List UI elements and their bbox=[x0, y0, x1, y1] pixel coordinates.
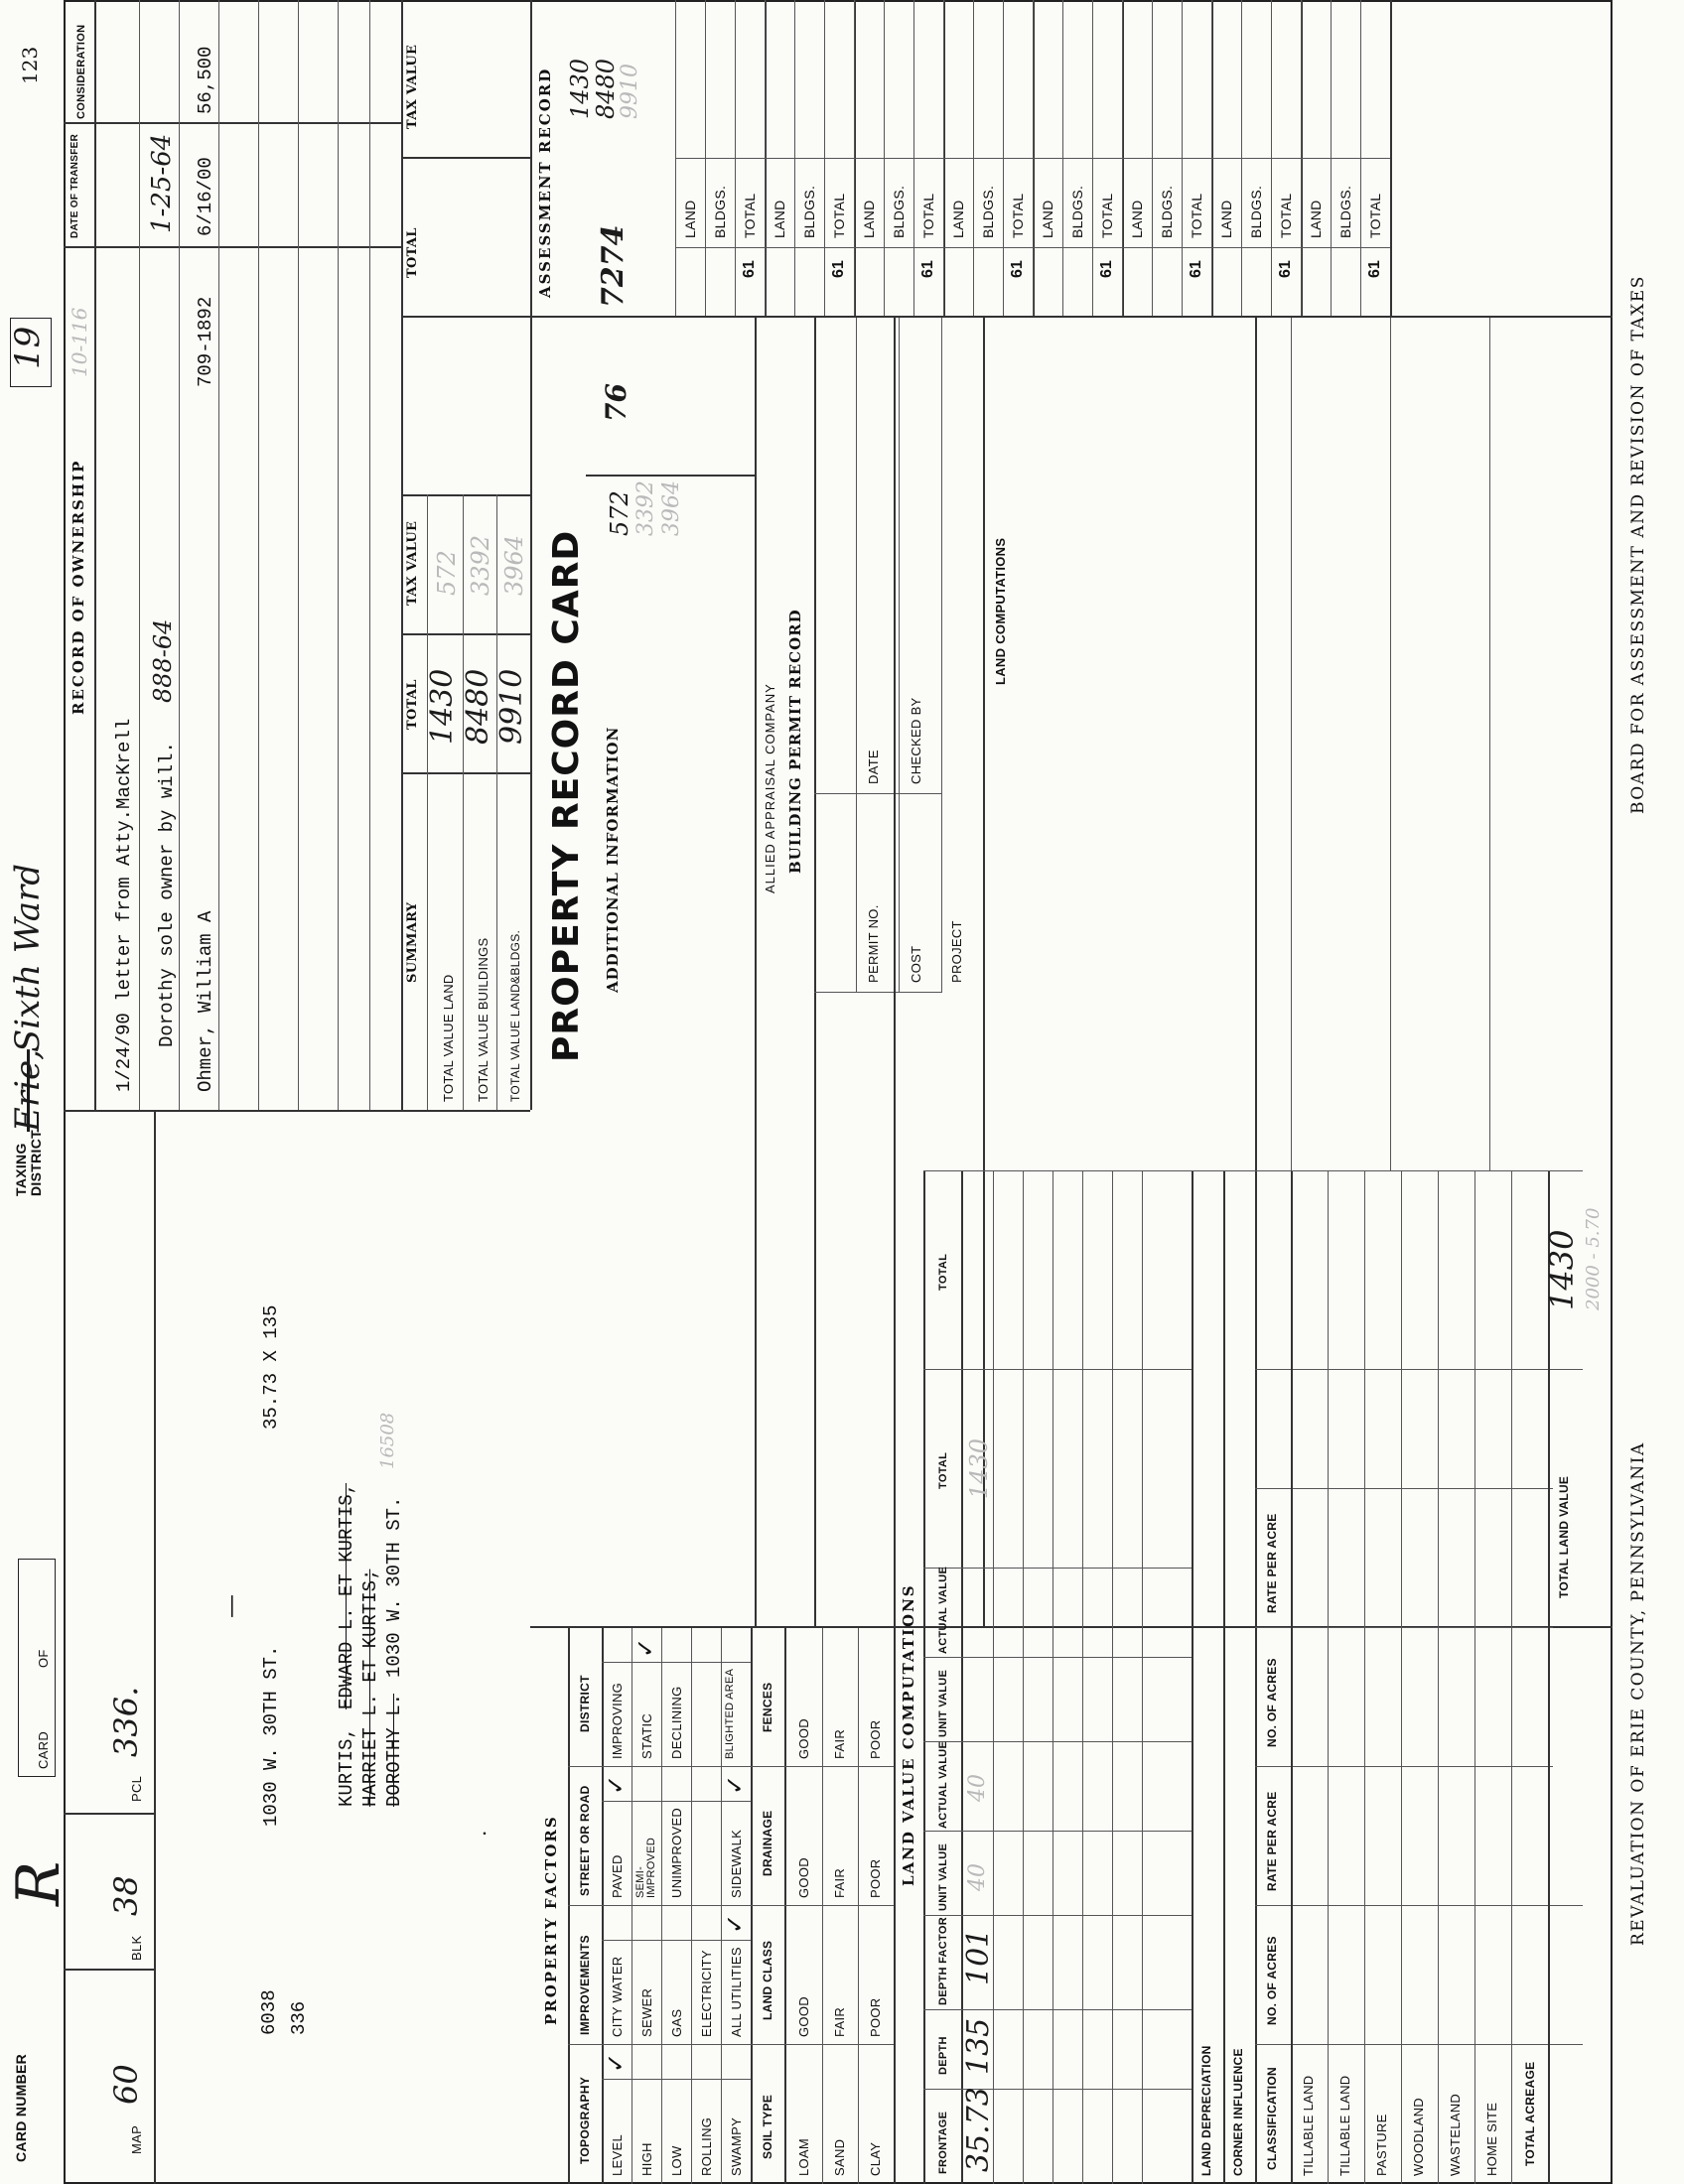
cost-label: COST bbox=[909, 945, 923, 983]
summary-title: SUMMARY bbox=[405, 901, 420, 983]
blk-sep bbox=[64, 1814, 155, 1816]
factors-row2-line bbox=[822, 1628, 823, 2184]
assessment-year: 61 bbox=[741, 260, 758, 278]
factors-row2-line bbox=[858, 1628, 859, 2184]
class-wasteland: WASTELAND bbox=[1448, 2093, 1463, 2176]
permit-row-line bbox=[941, 318, 942, 993]
ownership-title: RECORD OF OWNERSHIP bbox=[70, 459, 87, 715]
fences-good: GOOD bbox=[796, 1718, 811, 1759]
header-improvements: IMPROVEMENTS bbox=[578, 1935, 592, 2035]
header-street: STREET OR ROAD bbox=[578, 1785, 592, 1896]
ownership-entry-3-consideration: 56,500 bbox=[195, 46, 216, 114]
lv-title-line bbox=[923, 1171, 925, 2184]
acre-bottom-line bbox=[1548, 1171, 1550, 2184]
assessment-label-land: LAND bbox=[1040, 200, 1055, 238]
acre-row-line bbox=[1438, 1171, 1439, 2184]
assessment-label-bldgs: BLDGS. bbox=[712, 185, 728, 238]
header-fences: FENCES bbox=[761, 1682, 774, 1732]
ownership-entry-1: 1/24/90 letter from Atty.MacKrell bbox=[113, 718, 135, 1092]
lv-row-line bbox=[1142, 1171, 1143, 2184]
allied-label: ALLIED APPRAISAL COMPANY bbox=[763, 683, 777, 893]
own-row-line bbox=[369, 0, 370, 1110]
own-row-line bbox=[218, 0, 219, 1110]
own-row-line bbox=[338, 0, 339, 1110]
landclass-good: GOOD bbox=[796, 1996, 811, 2037]
map-sep bbox=[64, 1970, 155, 1972]
pcl-label: PCL bbox=[129, 1775, 144, 1802]
factors-row-line bbox=[691, 1628, 692, 2184]
acre-h-no-acres-2: NO. OF ACRES bbox=[1265, 1658, 1279, 1747]
owner-line-3-crossed: DOROTHY L. bbox=[383, 1693, 405, 1807]
acre-row-line bbox=[1511, 1171, 1512, 2184]
summary-total-col bbox=[401, 773, 530, 775]
permit-row-line bbox=[899, 318, 900, 993]
summary-row-bldg-tax: 3392 bbox=[467, 534, 494, 596]
map-row-bottom bbox=[154, 1112, 156, 2184]
assessment-label-land: LAND bbox=[950, 200, 966, 238]
parcel-id-2: 336 bbox=[288, 2000, 310, 2035]
assessment-year: 61 bbox=[1188, 260, 1204, 278]
topo-level: LEVEL bbox=[610, 2134, 625, 2176]
assessment-left-edge bbox=[530, 316, 1613, 318]
summary-row-land-total: 1430 bbox=[425, 668, 460, 745]
lv-col bbox=[923, 2009, 1192, 2010]
soil-clay: CLAY bbox=[868, 2141, 883, 2176]
of-label: OF bbox=[36, 1649, 51, 1668]
summary-right-total-col bbox=[401, 317, 530, 319]
acre-row-line bbox=[1364, 1171, 1365, 2184]
summary-row-all-tax: 3964 bbox=[500, 534, 528, 596]
topo-low: LOW bbox=[669, 2145, 684, 2176]
assessment-label-bldgs: BLDGS. bbox=[801, 185, 817, 238]
addl-value-1: 572 bbox=[606, 490, 633, 536]
assessment-year: 61 bbox=[1277, 260, 1294, 278]
assessment-label-total: TOTAL bbox=[831, 193, 847, 238]
assessment-year: 61 bbox=[1009, 260, 1026, 278]
assessment-label-land: LAND bbox=[1308, 200, 1324, 238]
summary-row-land-tax: 572 bbox=[433, 550, 461, 596]
lc-row-line bbox=[1489, 318, 1490, 1171]
total-land-value-hand: 1430 bbox=[1543, 1229, 1581, 1310]
assessment-label-bldgs: BLDGS. bbox=[980, 185, 996, 238]
assessment-year: 61 bbox=[830, 260, 847, 278]
owner-line-1-prefix: KURTIS, bbox=[336, 1727, 357, 1807]
lv-row-line bbox=[1112, 1171, 1113, 2184]
lv-col bbox=[923, 1657, 1192, 1658]
summary-right-tax-col bbox=[401, 158, 530, 160]
impr-all-utilities: ALL UTILITIES bbox=[729, 1947, 744, 2037]
owner-line-1-crossed: EDWARD L. ET KURTIS, bbox=[336, 1482, 357, 1709]
factors-col bbox=[568, 1766, 894, 1767]
own-row-line bbox=[179, 0, 180, 1110]
owner-line-2: HARRIET L. ET KURTIS; bbox=[359, 1569, 381, 1807]
blk-value: 38 bbox=[107, 1875, 145, 1916]
summary-end-col bbox=[401, 495, 530, 497]
ownership-entry-2-date: 1-25-64 bbox=[147, 133, 177, 233]
assessment-label-land: LAND bbox=[1218, 200, 1234, 238]
lv-h-unit-value: UNIT VALUE bbox=[937, 1843, 949, 1911]
allied-line bbox=[755, 318, 757, 1626]
addl-value-2: 3392 bbox=[633, 480, 658, 536]
lv-frontage-value: 35.73 bbox=[961, 2087, 996, 2172]
acre-col bbox=[1255, 1170, 1583, 1171]
ownership-entry-2-extra: 888-64 bbox=[149, 618, 177, 703]
assessment-label-total: TOTAL bbox=[1010, 193, 1026, 238]
assessment-label-bldgs: BLDGS. bbox=[1069, 185, 1085, 238]
map-value: 60 bbox=[107, 2064, 145, 2105]
summary-row-land-label: TOTAL VALUE LAND bbox=[441, 974, 456, 1102]
class-tillable-1: TILLABLE LAND bbox=[1301, 2075, 1316, 2176]
district-crossed: Erie, bbox=[8, 1049, 48, 1132]
class-woodland: WOODLAND bbox=[1411, 2098, 1426, 2176]
assessment-hand-2: 8480 bbox=[592, 58, 620, 119]
assessment-label-total: TOTAL bbox=[1278, 193, 1294, 238]
lv-unit-value: 40 bbox=[965, 1863, 990, 1891]
drainage-poor: POOR bbox=[868, 1858, 883, 1898]
assessment-label-bldgs: BLDGS. bbox=[891, 185, 907, 238]
summary-top-line bbox=[401, 0, 403, 1110]
landclass-fair: FAIR bbox=[832, 2006, 847, 2037]
summary-bottom-line bbox=[530, 0, 532, 1110]
lv-h-depth: DEPTH bbox=[937, 2036, 949, 2075]
street-paved: PAVED bbox=[610, 1854, 625, 1898]
acre-row-line bbox=[1474, 1171, 1475, 2184]
header-district: DISTRICT bbox=[578, 1675, 592, 1732]
acre-col bbox=[1255, 1766, 1553, 1767]
summary-total-label: TOTAL bbox=[405, 679, 420, 730]
factors-check-col bbox=[602, 1662, 751, 1663]
landclass-poor: POOR bbox=[868, 1997, 883, 2037]
assessment-label-bldgs: BLDGS. bbox=[1337, 185, 1353, 238]
assessment-overwrite: 7274 bbox=[596, 224, 631, 308]
factors-check-col bbox=[602, 1801, 751, 1802]
lv-depth-factor-value: 101 bbox=[961, 1928, 996, 1985]
street-sidewalk: SIDEWALK bbox=[729, 1829, 744, 1898]
soil-sand: SAND bbox=[832, 2138, 847, 2176]
summary-row-bldg-total: 8480 bbox=[461, 668, 495, 745]
ownership-header-line bbox=[94, 0, 96, 1110]
acre-row-line bbox=[1328, 1171, 1329, 2184]
factors-header-line bbox=[602, 1628, 604, 2184]
assessment-label-bldgs: BLDGS. bbox=[1159, 185, 1175, 238]
parcel-address: 1030 W. 30TH ST. bbox=[260, 1645, 282, 1827]
ownership-entry-2: Dorothy sole owner by will. bbox=[156, 742, 178, 1047]
check-paved: ✓ bbox=[602, 1774, 630, 1795]
lv-h-unit-value-2: UNIT VALUE bbox=[937, 1669, 949, 1737]
summary-tax-col bbox=[401, 634, 530, 636]
factors-col bbox=[568, 2044, 894, 2045]
lc-row-line bbox=[1291, 318, 1292, 1171]
parcel-dot: . bbox=[467, 1830, 491, 1837]
footer-right: BOARD FOR ASSESSMENT AND REVISION OF TAXES bbox=[1628, 275, 1648, 814]
factors-row-line bbox=[661, 1628, 662, 2184]
check-all-utilities: ✓ bbox=[721, 1913, 749, 1934]
lv-h-total-2: TOTAL bbox=[937, 1253, 949, 1291]
drainage-fair: FAIR bbox=[832, 1867, 847, 1898]
factors-title-line bbox=[568, 1628, 570, 2184]
lv-col bbox=[923, 1568, 1192, 1569]
corner-influence-label: CORNER INFLUENCE bbox=[1231, 2048, 1245, 2176]
acre-h-classification: CLASSIFICATION bbox=[1265, 2067, 1279, 2170]
district-declining: DECLINING bbox=[669, 1686, 684, 1759]
street-unimproved: UNIMPROVED bbox=[669, 1807, 684, 1898]
assessment-year: 61 bbox=[1366, 260, 1383, 278]
map-label: MAP bbox=[129, 2124, 144, 2154]
topo-swampy: SWAMPY bbox=[729, 2116, 744, 2176]
acre-col bbox=[1255, 1488, 1553, 1489]
summary-row-all-total: 9910 bbox=[494, 668, 529, 745]
assessment-label-total: TOTAL bbox=[1099, 193, 1115, 238]
check-level: ✓ bbox=[602, 2052, 630, 2073]
card-number-label: CARD NUMBER bbox=[13, 2053, 29, 2162]
impr-sewer: SEWER bbox=[639, 1987, 654, 2037]
factors-mid-line bbox=[751, 1628, 753, 2184]
lv-h-total: TOTAL bbox=[937, 1451, 949, 1489]
ownership-entry-3-extra: 709-1892 bbox=[195, 296, 216, 387]
main-frame bbox=[64, 0, 1613, 2184]
lv-depth-value: 135 bbox=[961, 2017, 996, 2075]
own-row-line bbox=[298, 0, 299, 1110]
summary-row-line bbox=[496, 494, 497, 1110]
district-improving: IMPROVING bbox=[610, 1682, 625, 1759]
own-row-line bbox=[139, 0, 140, 1110]
addl-right-col bbox=[586, 476, 755, 478]
factors-col bbox=[568, 1905, 894, 1906]
soil-loam: LOAM bbox=[796, 2137, 811, 2176]
owner-line-3-note: 16508 bbox=[377, 1412, 398, 1469]
acre-col bbox=[1255, 2044, 1583, 2045]
fences-poor: POOR bbox=[868, 1719, 883, 1759]
permit-col-line bbox=[814, 992, 941, 993]
project-bottom-line bbox=[983, 318, 985, 1626]
district-blighted: BLIGHTED AREA bbox=[724, 1668, 736, 1759]
ownership-entry-3-date: 6/16/00 bbox=[195, 157, 216, 236]
assessment-label-total: TOTAL bbox=[1367, 193, 1383, 238]
summary-row-all-label: TOTAL VALUE LAND&BLDGS. bbox=[508, 929, 522, 1102]
class-home-site: HOME SITE bbox=[1484, 2102, 1499, 2176]
assessment-label-total: TOTAL bbox=[742, 193, 758, 238]
permit-no-label: PERMIT NO. bbox=[866, 904, 881, 983]
page-number: 123 bbox=[18, 46, 42, 84]
r-mark: R bbox=[4, 1860, 73, 1906]
lv-actual-value: 40 bbox=[965, 1774, 990, 1802]
lv-col bbox=[923, 1369, 1192, 1370]
parcel-dash: — bbox=[216, 1594, 244, 1618]
parcel-dimensions: 35.73 X 135 bbox=[260, 1304, 282, 1430]
assessment-group-line bbox=[1390, 0, 1392, 316]
acre-col bbox=[1255, 1627, 1553, 1628]
lc-row-line bbox=[1390, 318, 1391, 1171]
permit-header-line bbox=[814, 318, 816, 1626]
lv-h-actual-value: ACTUAL VALUE bbox=[937, 1740, 949, 1829]
lv-h-depth-factor: DEPTH FACTOR bbox=[937, 1917, 949, 2005]
lv-table-bottom bbox=[1192, 1171, 1193, 2184]
total-land-value-label: TOTAL LAND VALUE bbox=[1557, 1475, 1571, 1598]
left-top-divider bbox=[64, 1110, 530, 1112]
summary-right-tax-label: TAX VALUE bbox=[405, 44, 420, 129]
header-land-class: LAND CLASS bbox=[761, 1940, 774, 2020]
permit-row-line bbox=[856, 318, 857, 993]
assessment-hand-1: 1430 bbox=[566, 58, 594, 119]
assessment-title: ASSESSMENT RECORD bbox=[536, 67, 554, 298]
drainage-good: GOOD bbox=[796, 1857, 811, 1898]
assessment-label-land: LAND bbox=[772, 200, 787, 238]
ownership-entry-3: Ohmer, William A bbox=[195, 910, 216, 1092]
blk-label: BLK bbox=[129, 1935, 144, 1961]
assessment-col bbox=[675, 247, 1390, 248]
summary-right-total-label: TOTAL bbox=[405, 227, 420, 278]
district-static: STATIC bbox=[639, 1712, 654, 1759]
owner-line-3-address: 1030 W. 30TH ST. bbox=[383, 1496, 405, 1678]
class-tillable-2: TILLABLE LAND bbox=[1337, 2075, 1352, 2176]
assessment-col bbox=[675, 158, 1390, 159]
land-depreciation-label: LAND DEPRECIATION bbox=[1199, 2045, 1213, 2176]
project-label: PROJECT bbox=[949, 920, 964, 983]
lv-total-value: 1430 bbox=[965, 1437, 993, 1499]
class-pasture: PASTURE bbox=[1374, 2114, 1389, 2176]
check-static: ✓ bbox=[632, 1637, 659, 1658]
additional-info-label: ADDITIONAL INFORMATION bbox=[604, 726, 622, 993]
parcel-id-1: 6038 bbox=[258, 1989, 280, 2035]
property-card-title: PROPERTY RECORD CARD bbox=[546, 529, 587, 1062]
addl-extra: 76 bbox=[600, 383, 632, 422]
assessment-label-land: LAND bbox=[861, 200, 877, 238]
factors-bottom-line bbox=[894, 318, 896, 2184]
lv-col bbox=[923, 1831, 1192, 1832]
topo-rolling: ROLLING bbox=[699, 2116, 714, 2176]
addl-value-3: 3964 bbox=[659, 480, 684, 536]
lv-col bbox=[923, 1915, 1192, 1916]
assessment-year: 61 bbox=[1098, 260, 1115, 278]
own-row-line bbox=[258, 0, 259, 1110]
check-sidewalk: ✓ bbox=[721, 1774, 749, 1795]
assessment-label-bldgs: BLDGS. bbox=[1248, 185, 1264, 238]
factors-check-col bbox=[602, 1940, 751, 1941]
header-soil-type: SOIL TYPE bbox=[761, 2094, 774, 2159]
assessment-label-total: TOTAL bbox=[1189, 193, 1204, 238]
header-drainage: DRAINAGE bbox=[761, 1810, 774, 1876]
assessment-label-land: LAND bbox=[682, 200, 698, 238]
depr-line bbox=[1223, 1171, 1225, 2184]
lv-col bbox=[923, 1741, 1192, 1742]
factors-row-line bbox=[721, 1628, 722, 2184]
land-value-title: LAND VALUE COMPUTATIONS bbox=[900, 1583, 917, 1886]
permit-col-line bbox=[814, 793, 941, 794]
factors-title: PROPERTY FACTORS bbox=[542, 1815, 560, 2025]
fences-fair: FAIR bbox=[832, 1728, 847, 1759]
lv-row-line bbox=[1052, 1171, 1053, 2184]
card-label: CARD bbox=[36, 1730, 51, 1769]
lv-h-actual-value-2: ACTUAL VALUE bbox=[937, 1566, 949, 1654]
acre-row-line bbox=[1401, 1171, 1402, 2184]
taxing-district-label: TAXING DISTRICT bbox=[13, 1130, 44, 1196]
building-permit-title: BUILDING PERMIT RECORD bbox=[786, 609, 804, 874]
assessment-year: 61 bbox=[919, 260, 936, 278]
summary-row-line bbox=[427, 494, 428, 1110]
total-acreage-label: TOTAL ACREAGE bbox=[1523, 2061, 1537, 2166]
transfer-col-line bbox=[64, 247, 401, 249]
impr-gas: GAS bbox=[669, 2008, 684, 2037]
topo-high: HIGH bbox=[639, 2142, 654, 2176]
consideration-label: CONSIDERATION bbox=[75, 24, 87, 119]
date-label: DATE bbox=[866, 750, 881, 784]
factors-check-col bbox=[602, 2079, 751, 2080]
impr-electricity: ELECTRICITY bbox=[699, 1950, 714, 2037]
assessment-hand-3: 9910 bbox=[618, 64, 642, 119]
lv-row-line bbox=[1082, 1171, 1083, 2184]
assessment-label-land: LAND bbox=[1129, 200, 1145, 238]
land-computations-label: LAND COMPUTATIONS bbox=[993, 537, 1008, 685]
summary-tax-label: TAX VALUE bbox=[405, 520, 420, 606]
pcl-value: 336. bbox=[107, 1686, 145, 1757]
acre-h-no-acres: NO. OF ACRES bbox=[1265, 1936, 1279, 2025]
ownership-corner-note: 10-116 bbox=[68, 307, 91, 377]
acre-h-rate-2: RATE PER ACRE bbox=[1265, 1513, 1279, 1613]
acre-header-line bbox=[1291, 1171, 1293, 2184]
footer-left: REVALUATION OF ERIE COUNTY, PENNSYLVANIA bbox=[1628, 1441, 1648, 1946]
consideration-col-line bbox=[64, 123, 401, 125]
lv-row-line bbox=[1023, 1171, 1024, 2184]
district-value: Sixth Ward bbox=[8, 864, 48, 1052]
date-of-transfer-label: DATE OF TRANSFER bbox=[70, 133, 80, 238]
bottom-note: 2000 - 5.70 bbox=[1583, 1207, 1604, 1310]
checked-by-label: CHECKED BY bbox=[909, 697, 923, 784]
acre-h-rate: RATE PER ACRE bbox=[1265, 1791, 1279, 1891]
corner-line bbox=[1255, 318, 1257, 2184]
factors-row2-header-line bbox=[784, 1628, 786, 2184]
acre-col bbox=[1255, 1905, 1583, 1906]
header-topography: TOPOGRAPHY bbox=[578, 2076, 592, 2164]
assessment-label-total: TOTAL bbox=[920, 193, 936, 238]
lv-h-frontage: FRONTAGE bbox=[937, 2111, 949, 2174]
boxed-number: 19 bbox=[8, 326, 48, 369]
summary-row-bldg-label: TOTAL VALUE BUILDINGS bbox=[476, 937, 491, 1102]
summary-row-line bbox=[463, 494, 464, 1110]
impr-city-water: CITY WATER bbox=[610, 1956, 625, 2037]
lv-col bbox=[923, 1170, 1261, 1171]
acre-col bbox=[1255, 1369, 1583, 1370]
street-semi-improved: SEMI- IMPROVED bbox=[634, 1837, 657, 1898]
